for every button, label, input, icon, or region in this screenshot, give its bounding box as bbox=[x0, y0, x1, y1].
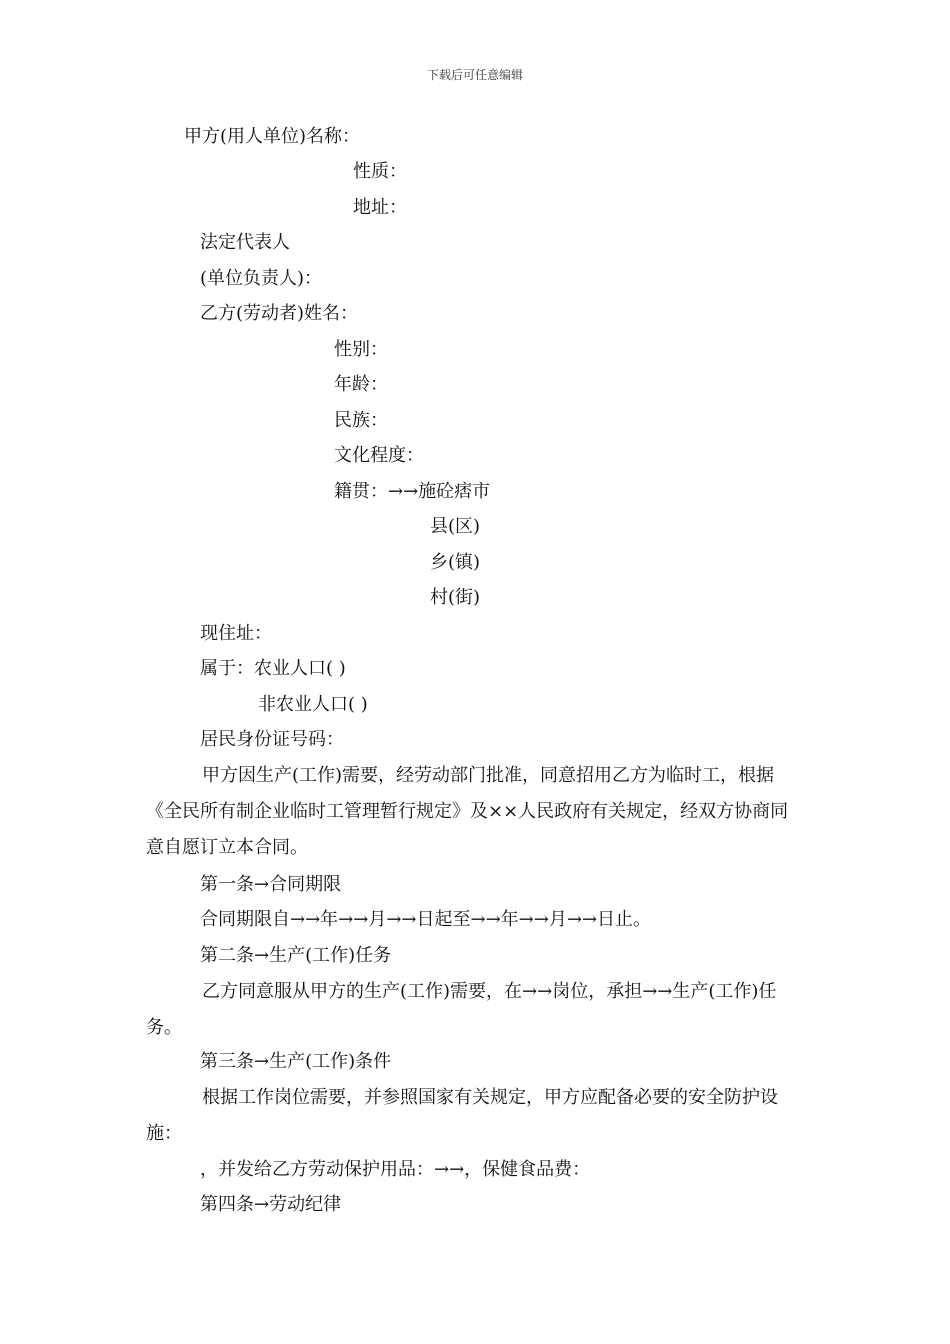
party-b-ethnicity-label: 民族： bbox=[334, 410, 388, 431]
legal-representative-label: 法定代表人 bbox=[200, 232, 290, 253]
intro-paragraph bbox=[146, 758, 806, 866]
page-header-note: 下载后可任意编辑 bbox=[426, 68, 523, 82]
article-3-body-text: 根据工作岗位需要，并参照国家有关规定，甲方应配备必要的安全防护设施： bbox=[146, 1087, 778, 1144]
party-a-nature-label: 性质： bbox=[353, 161, 407, 182]
native-place-village: 村(街) bbox=[430, 587, 481, 608]
unit-head-label: (单位负责人)： bbox=[200, 268, 323, 289]
current-address-label: 现住址： bbox=[200, 623, 272, 644]
household-agricultural: 属于：农业人口( ) bbox=[200, 658, 346, 679]
article-2-body-text: 乙方同意服从甲方的生产(工作)需要，在→→岗位，承担→→生产(工作)任务。 bbox=[146, 981, 777, 1038]
party-b-native-place: 籍贯：→→施砼痞市 bbox=[334, 481, 491, 502]
native-place-township: 乡(镇) bbox=[430, 552, 481, 573]
party-b-name-label: 乙方(劳动者)姓名： bbox=[200, 303, 359, 324]
party-b-age-label: 年龄： bbox=[334, 374, 388, 395]
party-a-address-label: 地址： bbox=[353, 197, 407, 218]
article-1-body: 合同期限自→→年→→月→→日起至→→年→→月→→日止。 bbox=[200, 909, 651, 930]
article-2-title: 第二条→生产(工作)任务 bbox=[200, 945, 392, 966]
party-b-gender-label: 性别： bbox=[334, 339, 388, 360]
id-number-label: 居民身份证号码： bbox=[200, 729, 344, 750]
household-non-agricultural: 非农业人口( ) bbox=[258, 694, 368, 715]
article-1-title: 第一条→合同期限 bbox=[200, 874, 342, 895]
article-3-title: 第三条→生产(工作)条件 bbox=[200, 1051, 392, 1072]
native-place-county: 县(区) bbox=[430, 516, 481, 537]
article-3-body bbox=[146, 1080, 806, 1152]
party-a-name-label: 甲方(用人单位)名称： bbox=[184, 126, 361, 147]
party-b-education-label: 文化程度： bbox=[334, 445, 424, 466]
article-4-title: 第四条→劳动纪律 bbox=[200, 1194, 342, 1215]
intro-paragraph-text: 甲方因生产(工作)需要，经劳动部门批准，同意招用乙方为临时工，根据《全民所有制企业临时工管理暂行规定》及××人民政府有关规定，经双方协商同意自愿订立本合同。 bbox=[146, 765, 789, 858]
article-3-body-continued: ，并发给乙方劳动保护用品：→→，保健食品费： bbox=[200, 1159, 591, 1180]
article-2-body bbox=[146, 974, 806, 1046]
